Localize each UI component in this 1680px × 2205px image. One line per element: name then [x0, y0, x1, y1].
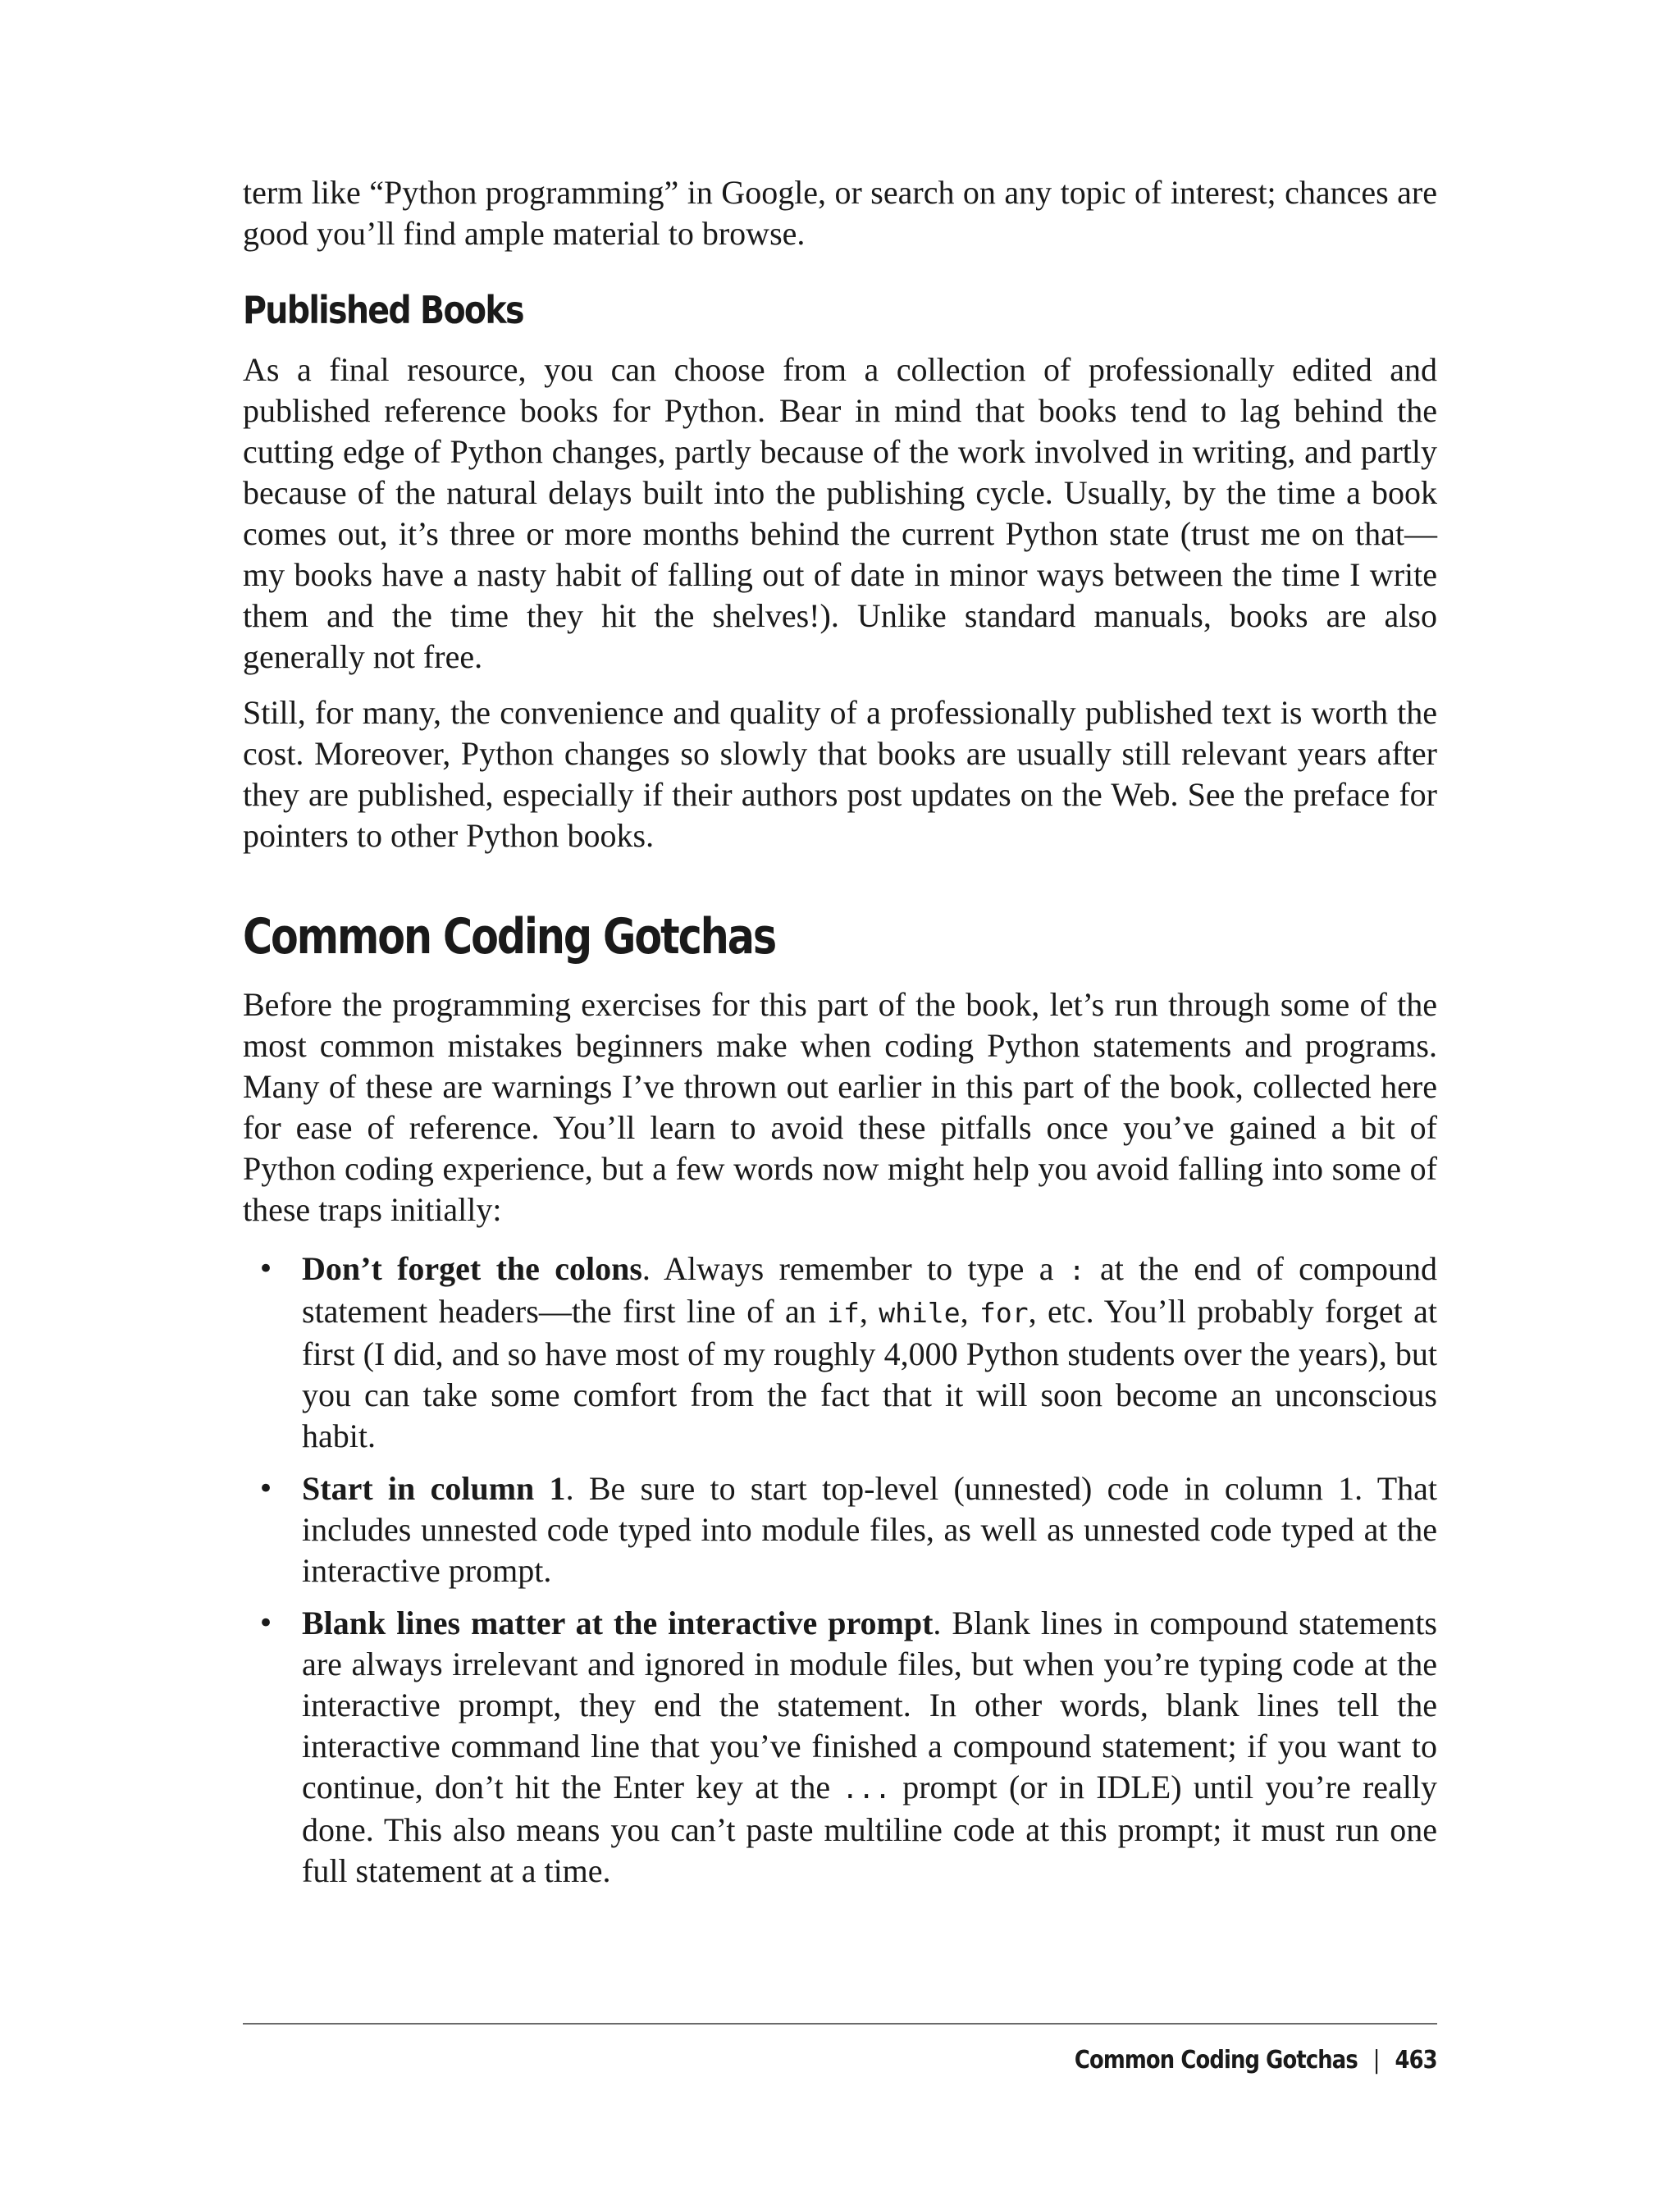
list-item-text: , etc. You’ll probably forget at first (I did, and so have most of my roughly 4,000 Python students over the years), but you can take some comfort from the fact that it will soon become an unconscious habit. — [302, 1293, 1438, 1454]
intro-paragraph: term like “Python programming” in Google, or search on any topic of interest; chances are good you’ll find ample material to browse. — [243, 174, 1437, 252]
list-item — [243, 1249, 1437, 1457]
published-books-heading: Published Books — [243, 288, 523, 332]
page-content — [243, 172, 1437, 1903]
list-item-title: Blank lines matter at the interactive prompt — [302, 1605, 934, 1641]
common-coding-gotchas-heading: Common Coding Gotchas — [243, 908, 776, 966]
list-item — [243, 1468, 1437, 1591]
footer-separator: | — [1372, 2046, 1380, 2075]
bullet-icon: • — [258, 1253, 275, 1285]
published-books-paragraph-2: Still, for many, the convenience and quality of a professionally published text is worth the cost. Moreover, Python changes so slowly that books are usually still relevant years after they are published, especially if their authors post updates on the Web. See the preface for pointers to other Python books. — [243, 694, 1437, 854]
footer-divider — [243, 2023, 1437, 2025]
list-item-title: Start in column 1 — [302, 1470, 566, 1507]
inline-code: for — [979, 1297, 1029, 1329]
gotchas-list — [243, 1249, 1437, 1892]
published-books-paragraph-1: As a final resource, you can choose from a collection of professionally edited and published reference books for Python. Bear in mind that books tend to lag behind the cutting edge of Python changes, partly because of the work involved in writing, and partly because of the natural delays built into the publishing cycle. Usually, by the time a book comes out, it’s three or more months behind the current Python state (trust me on that—my books have a nasty habit of falling out of date in minor ways between the time I write them and the time they hit the shelves!). Unlike standard manuals, books are also generally not free. — [243, 351, 1437, 675]
list-item-title: Don’t forget the colons — [302, 1250, 642, 1287]
list-item-text: at the end of compound statement headers—the first line of an — [302, 1250, 1437, 1330]
list-item-text: , — [859, 1293, 879, 1330]
footer-section-title: Common Coding Gotchas — [1075, 2046, 1358, 2075]
page-footer — [1075, 2044, 1437, 2077]
inline-code: : — [1068, 1254, 1085, 1286]
list-item — [243, 1603, 1437, 1892]
inline-code: if — [827, 1297, 860, 1329]
inline-code: ... — [842, 1773, 891, 1805]
list-item-text: . Blank lines in compound statements are always irrelevant and ignored in module files, but when you’re typing code at the interactive prompt, they end the statement. In other words, blank lines tell the interactive command line that you’ve finished a compound statement; if you want to continue, don’t hit the Enter key at the — [302, 1605, 1437, 1806]
page-number: 463 — [1395, 2046, 1437, 2075]
bullet-icon: • — [258, 1472, 275, 1505]
list-item-text: , — [960, 1293, 980, 1330]
list-item-text: . Be sure to start top-level (unnested) code in column 1. That includes unnested code typed into module files, as well as unnested code typed at the interactive prompt. — [302, 1470, 1437, 1589]
inline-code: while — [879, 1297, 961, 1329]
list-item-text: prompt (or in IDLE) until you’re really done. This also means you can’t paste multiline code at this prompt; it must run one full statement at a time. — [302, 1769, 1438, 1889]
gotchas-intro-paragraph: Before the programming exercises for this part of the book, let’s run through some of the most common mistakes beginners make when coding Python statements and programs. Many of these are warnings I’ve thrown out earlier in this part of the book, collected here for ease of reference. You’ll learn to avoid these pitfalls once you’ve gained a bit of Python coding experience, but a few words now might help you avoid falling into some of these traps initially: — [243, 986, 1437, 1228]
bullet-icon: • — [258, 1607, 275, 1640]
list-item-text: . Always remember to type a — [641, 1250, 1069, 1287]
